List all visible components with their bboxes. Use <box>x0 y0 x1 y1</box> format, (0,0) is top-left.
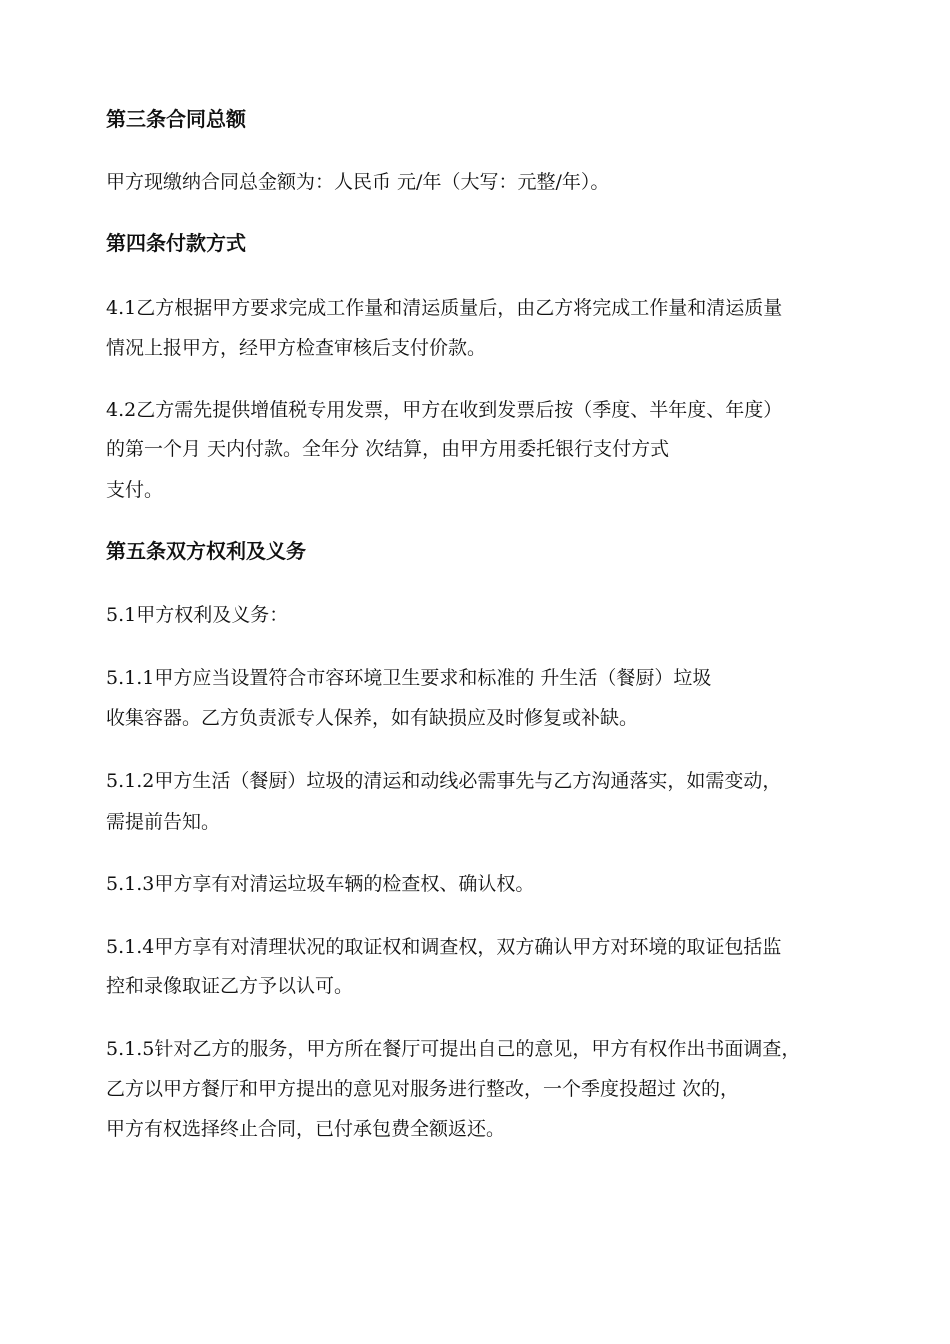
clause-5-1-5-line-1: 5.1.5针对乙方的服务，甲方所在餐厅可提出自己的意见，甲方有权作出书面调查， <box>106 1038 801 1060</box>
clause-4-2-line-3: 支付。 <box>106 479 164 501</box>
clause-4-1-line-2: 情况上报甲方，经甲方检查审核后支付价款。 <box>106 337 487 359</box>
article-3-heading: 第三条合同总额 <box>106 107 246 131</box>
clause-5-1-line-1: 5.1甲方权利及义务： <box>106 604 289 626</box>
clause-5-1-4-line-1: 5.1.4甲方享有对清理状况的取证权和调查权，双方确认甲方对环境的取证包括监 <box>106 936 782 958</box>
clause-5-1-3-line-1: 5.1.3甲方享有对清运垃圾车辆的检查权、确认权。 <box>106 873 535 895</box>
clause-4-2-line-1: 4.2乙方需先提供增值税专用发票，甲方在收到发票后按（季度、半年度、年度） <box>106 399 783 421</box>
clause-5-1-1-line-2: 收集容器。乙方负责派专人保养，如有缺损应及时修复或补缺。 <box>106 707 639 729</box>
clause-5-1-2-line-2: 需提前告知。 <box>106 811 221 833</box>
article-3-text-line-1: 甲方现缴纳合同总金额为：人民币 元/年（大写：元整/年）。 <box>106 171 610 193</box>
clause-5-1-5-line-3: 甲方有权选择终止合同，已付承包费全额返还。 <box>106 1118 506 1140</box>
clause-5-1-1-line-1: 5.1.1甲方应当设置符合市容环境卫生要求和标准的 升生活（餐厨）垃圾 <box>106 667 712 689</box>
article-5-heading: 第五条双方权利及义务 <box>106 539 306 563</box>
clause-4-2-line-2: 的第一个月 天内付款。全年分 次结算，由甲方用委托银行支付方式 <box>106 438 670 460</box>
clause-5-1-2-line-1: 5.1.2甲方生活（餐厨）垃圾的清运和动线必需事先与乙方沟通落实，如需变动， <box>106 770 782 792</box>
article-4-heading: 第四条付款方式 <box>106 231 246 255</box>
clause-5-1-5-line-2: 乙方以甲方餐厅和甲方提出的意见对服务进行整改，一个季度投超过 次的， <box>106 1078 740 1100</box>
clause-4-1-line-1: 4.1乙方根据甲方要求完成工作量和清运质量后，由乙方将完成工作量和清运质量 <box>106 297 783 319</box>
clause-5-1-4-line-2: 控和录像取证乙方予以认可。 <box>106 975 354 997</box>
